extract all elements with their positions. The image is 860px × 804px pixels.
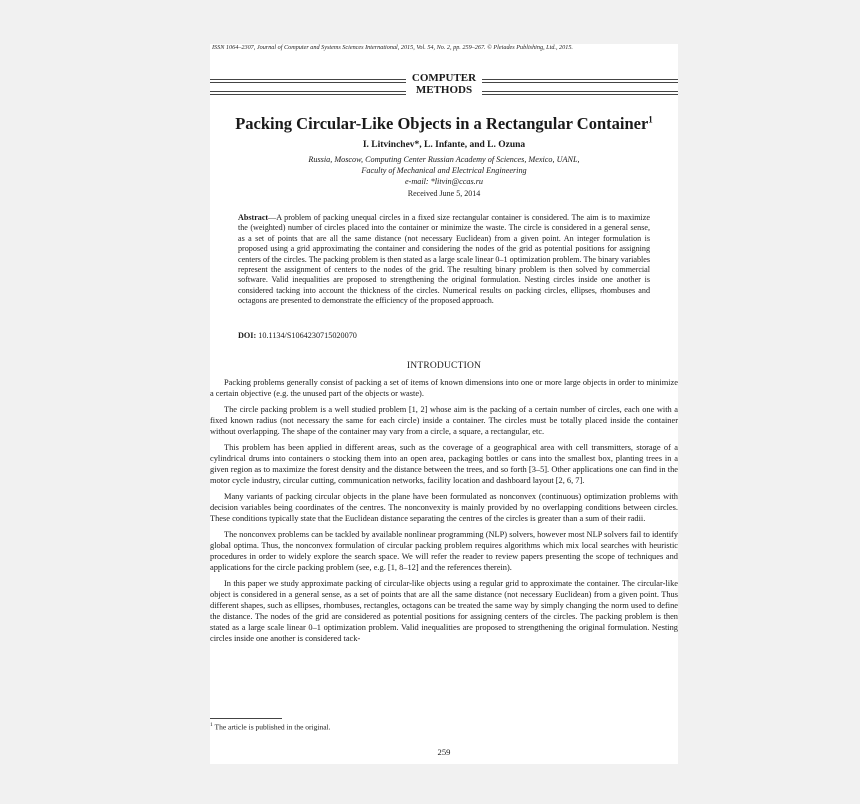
paper-page (210, 44, 678, 764)
footnote-rule (210, 718, 282, 719)
doi-label: DOI: (238, 331, 257, 340)
introduction-body (210, 378, 678, 650)
article-title-text: Packing Circular-Like Objects in a Rectangular Container (235, 114, 649, 133)
paragraph: In this paper we study approximate packing of circular-like objects using a regular grid to approximate the container. The circular-like object is considered in a general sense, as a set of points that are all the same distance (not necessary Euclidean) from a given point. Thus different shapes, such as ellipses, rhombuses, rectangles, octagons can be treated the same way by simply changing the norm used to define the distance. The nodes of the grid are considered as potential positions for assigning centers of the circles. The packing problem is then stated as a large scale linear 0–1 optimization problem. Valid inequalities are proposed to strengthening the original formulation. Nesting circles inside one another is considered tack- (210, 579, 678, 643)
introduction-heading: INTRODUCTION (406, 361, 482, 371)
affiliation-line-2: Faculty of Mechanical and Electrical Engineering (361, 166, 527, 175)
article-title (210, 114, 678, 134)
paragraph: Packing problems generally consist of packing a set of items of known dimensions into one or more large objects in order to minimize a certain objective (e.g. the unused part of the objects or waste). (210, 378, 678, 398)
journal-citation: ISSN 1064–2307, Journal of Computer and Systems Sciences International, 2015, Vol. 54, No. 2, pp. 259–267. © Pleiades Publishing, Ltd., 2015. (212, 44, 573, 51)
paragraph: This problem has been applied in different areas, such as the coverage of a geographical area with cell transmitters, storage of a cylindrical drums into containers o stocking them into an open area, packaging bottles or cans into the smallest box, planting trees in a given region as to maximize the forest density and the distance between the trees, and so forth [3–5]. Other applications one can find in the motor cycle industry, circular cutting, communication networks, facility location and dashboard layout [2, 6, 7]. (210, 443, 678, 486)
affiliation (210, 154, 678, 187)
section-line-1: COMPUTER (411, 72, 477, 84)
received-date: Received June 5, 2014 (407, 189, 481, 198)
title-footnote-mark: 1 (648, 114, 653, 125)
section-heading (210, 72, 678, 96)
abstract-text: —A problem of packing unequal circles in a fixed size rectangular container is considered. The aim is to maximize the (weighted) number of circles placed into the container or minimize the waste. The circle is considered in a general sense, as a set of points that are all the same distance (not necessary Euclidean) from a given point. An integer formulation is proposed using a grid approximating the container and considering the nodes of the grid as potential positions for assigning centers of the circles. The packing problem is then stated as a large scale linear 0–1 optimization problem. The binary variables represent the assignment of centers to the nodes of the grid. The resulting binary problem is then solved by commercial software. Valid inequalities are proposed to strengthening the original formulation. Nesting circles inside one another is considered tacking into account the thickness of the circles. Numerical results on packing circles, ellipses, rhombuses and octagons are presented to demonstrate the efficiency of the proposed approach. (238, 213, 650, 306)
paragraph: The circle packing problem is a well studied problem [1, 2] whose aim is the packing of a certain number of circles, each one with a fixed known radius (not necessary the same for each circle) inside a container. The circles must be totally placed inside the container without overlapping. The shape of the container may vary from a circle, a square, a rectangular, etc. (210, 405, 678, 437)
footnote-mark: 1 (210, 722, 213, 728)
author-email: e-mail: *litvin@ccas.ru (404, 177, 484, 186)
affiliation-line-1: Russia, Moscow, Computing Center Russian Academy of Sciences, Mexico, UANL, (308, 155, 580, 164)
footnote (210, 722, 678, 732)
abstract-label: Abstract (238, 213, 269, 222)
abstract (238, 213, 650, 307)
footnote-text: The article is published in the original. (212, 722, 331, 732)
paragraph: Many variants of packing circular objects in the plane have been formulated as nonconvex (continuous) optimization problems with decision variables being coordinates of the centres. The nonconvexity is mainly provided by no overlapping conditions between circles. These conditions typically state that the Euclidean distance separating the centres of the circles is greater than a sum of their radii. (210, 492, 678, 524)
paragraph: The nonconvex problems can be tackled by available nonlinear programming (NLP) solvers, however most NLP solvers fail to identify global optima. Thus, the nonconvex formulation of circular packing problem requires algorithms which mix local searches with heuristic procedures in order to widely explore the search space. We will refer the reader to review papers presenting the scope of techniques and applications for the circle packing problem (see, e.g. [1, 8–12] and the references therein). (210, 530, 678, 573)
authors: I. Litvinchev*, L. Infante, and L. Ozuna (362, 140, 526, 150)
page-number: 259 (437, 747, 451, 757)
doi (238, 331, 650, 340)
doi-value: 10.1134/S1064230715020070 (256, 331, 357, 340)
section-line-2: METHODS (415, 84, 473, 96)
